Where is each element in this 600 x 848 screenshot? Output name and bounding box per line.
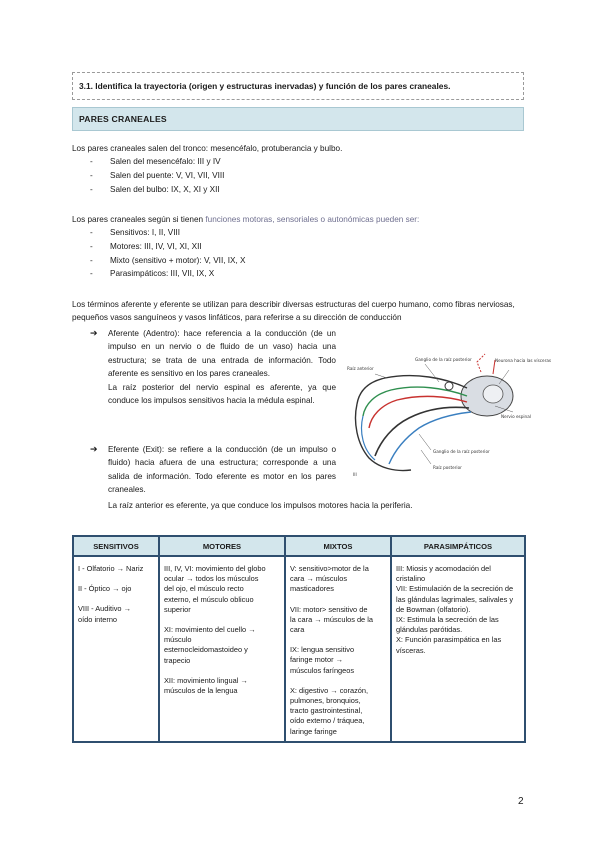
label-figure-mark: III (353, 472, 357, 477)
table-cell-parasimpaticos: III: Miosis y acomodación del cristalino VII: Estimulación de la secreción de las glándulas lagrimales, salivales y de Bowman (olfatorio). IX: Estimula la secreción de las glándulas parótidas. X: Función parasimpática en las vísceras. (391, 556, 525, 742)
functions-list (90, 226, 246, 281)
section-title: PARES CRANEALES (72, 107, 524, 131)
page-number: 2 (518, 796, 524, 807)
list-item: - Mixto (sensitivo + motor): V, VII, IX, X (90, 255, 246, 265)
arrow-bullet-icon: ➔ (90, 328, 98, 338)
table-row (73, 556, 525, 742)
table-cell-motores: III, IV, VI: movimiento del globo ocular → todos los músculos del ojo, el músculo recto externo, el músculo oblicuo superior XI: movimiento del cuello → músculo esternocleidomastoideo y trapecio XII: movimiento lingual → músculos de la lengua (159, 556, 285, 742)
table-cell-mixtos: V: sensitivo>motor de la cara → músculos masticadores VII: motor> sensitivo de la cara → músculos de la cara IX: lengua sensitivo faringe motor → músculos faríngeos X: digestivo → corazón, pulmones, bronquios, tracto gastrointestinal, oído externo / tráquea, laringe faringe (285, 556, 391, 742)
column-header: MIXTOS (285, 536, 391, 556)
spinal-nerve-diagram (345, 352, 552, 478)
label-neurona: Neurona hacia las vísceras (495, 358, 552, 363)
arrow-bullet-icon: ➔ (90, 444, 98, 454)
afferent-item: Aferente (Adentro): hace referencia a la conducción (de un impulso en un nervio o de fluido de un vaso) hacia una estructura; se trata de una entrada de información. Todo aferente es sensitivo en los pares craneales. La raíz posterior del nervio espinal es aferente, ya que conduce los impulsos sensitivos hacia la médula espinal. (108, 329, 336, 406)
task-statement: 3.1. Identifica la trayectoria (origen y estructuras inervadas) y función de los pares craneales. (72, 72, 524, 100)
table-cell-sensitivos: I - Olfatorio → Nariz II - Óptico → ojo VIII - Auditivo → oído interno (73, 556, 159, 742)
efferent-note: La raíz anterior es eferente, ya que conduce los impulsos motores hacia la periferia. (108, 501, 413, 510)
label-nervio: Nervio espinal (501, 414, 531, 419)
origins-list (90, 155, 224, 196)
label-ganglio: Ganglio de la raíz posterior (415, 357, 472, 362)
list-item: - Salen del puente: V, VI, VII, VIII (90, 170, 225, 180)
column-header: MOTORES (159, 536, 285, 556)
list-item: - Parasimpáticos: III, VII, IX, X (90, 269, 215, 279)
function-intro: Los pares craneales según si tienen funciones motoras, sensoriales o autonómicas pueden ser: (72, 215, 420, 224)
cranial-nerves-table (72, 535, 524, 743)
list-item: - Salen del bulbo: IX, X, XI y XII (90, 184, 220, 194)
column-header: SENSITIVOS (73, 536, 159, 556)
label-ganglio-raiz: Ganglio de la raíz posterior (433, 449, 490, 454)
label-raiz-anterior: Raíz anterior (347, 366, 374, 371)
column-header: PARASIMPÁTICOS (391, 536, 525, 556)
list-item: - Motores: III, IV, VI, XI, XII (90, 241, 202, 251)
list-item: - Sensitivos: I, II, VIII (90, 228, 181, 237)
list-item: - Salen del mesencéfalo: III y IV (90, 157, 221, 166)
label-raiz-posterior: Raíz posterior (433, 465, 462, 470)
intro-paragraph: Los pares craneales salen del tronco: mesencéfalo, protuberancia y bulbo. (72, 144, 343, 153)
afferent-efferent-paragraph: Los términos aferente y eferente se utilizan para describir diversas estructuras del cuerpo humano, como fibras nerviosas, pequeños vasos sanguíneos y vasos linfáticos, para referirse a su dirección de conducción (72, 300, 515, 322)
efferent-item: Eferente (Exit): se refiere a la conducción (de un impulso o fluido) hacia afuera de una estructura; corresponde a una salida de información. Todo eferente es motor en los pares craneales. (108, 445, 336, 495)
